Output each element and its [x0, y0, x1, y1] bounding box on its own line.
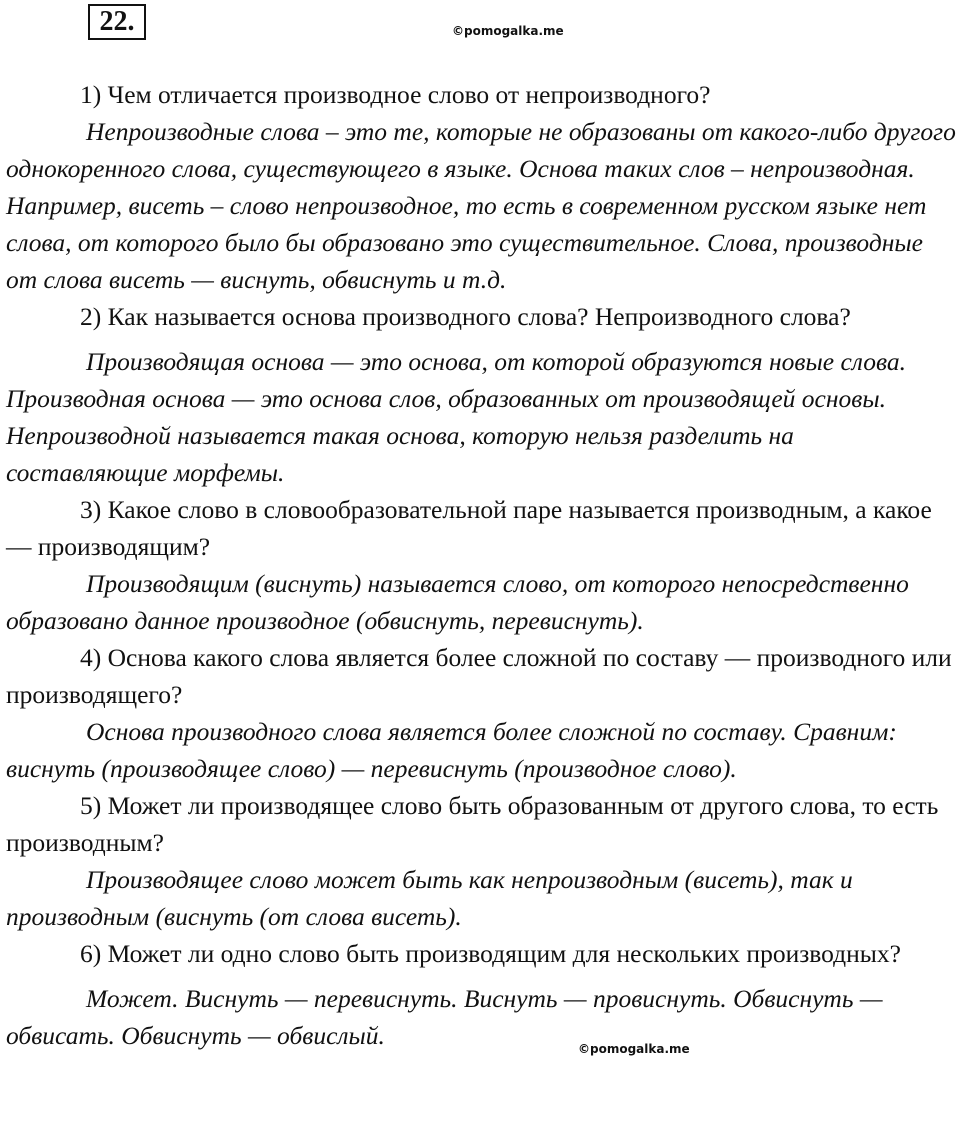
question-3: 3) Какое слово в словообразовательной паре называется производным, а какое — производящим?	[6, 495, 932, 561]
question-1: 1) Чем отличается производное слово от непроизводного?	[80, 80, 711, 109]
answer-2: Производящая основа — это основа, от которой образуются новые слова. Производная основа — это основа слов, образованных от производящей основы. Непроизводной называется такая основа, которую нельзя разделить на составляющие морфемы.	[6, 347, 906, 487]
watermark-middle: ©pomogalka.me	[578, 1042, 690, 1056]
question-5: 5) Может ли производящее слово быть образованным от другого слова, то есть производным?	[6, 791, 939, 857]
answer-5: Производящее слово может быть как непроизводным (висеть), так и производным (виснуть (от слова висеть).	[6, 865, 853, 931]
answer-4: Основа производного слова является более сложной по составу. Сравним: виснуть (производящее слово) — перевиснуть (производное слово).	[6, 717, 897, 783]
watermark-top: ©pomogalka.me	[452, 24, 564, 38]
question-4: 4) Основа какого слова является более сложной по составу — производного или производящего?	[6, 643, 952, 709]
answer-1: Непроизводные слова – это те, которые не образованы от какого-либо другого однокоренного слова, существующего в языке. Основа таких слов – непроизводная. Например, висеть – слово непроизводное, то есть в современном русском языке нет слова, от которого было бы образовано это существительное. Слова, производные от слова висеть — виснуть, обвиснуть и т.д.	[6, 117, 956, 294]
question-2: 2) Как называется основа производного слова? Непроизводного слова?	[80, 302, 851, 331]
answer-3: Производящим (виснуть) называется слово, от которого непосредственно образовано данное производное (обвиснуть, перевиснуть).	[6, 569, 909, 635]
exercise-number: 22.	[88, 4, 146, 40]
qa-content	[6, 76, 958, 1054]
answer-6: Может. Виснуть — перевиснуть. Виснуть — провиснуть. Обвиснуть — обвисать. Обвиснуть — обвислый.	[6, 984, 883, 1050]
question-6: 6) Может ли одно слово быть производящим для нескольких производных?	[80, 939, 901, 968]
